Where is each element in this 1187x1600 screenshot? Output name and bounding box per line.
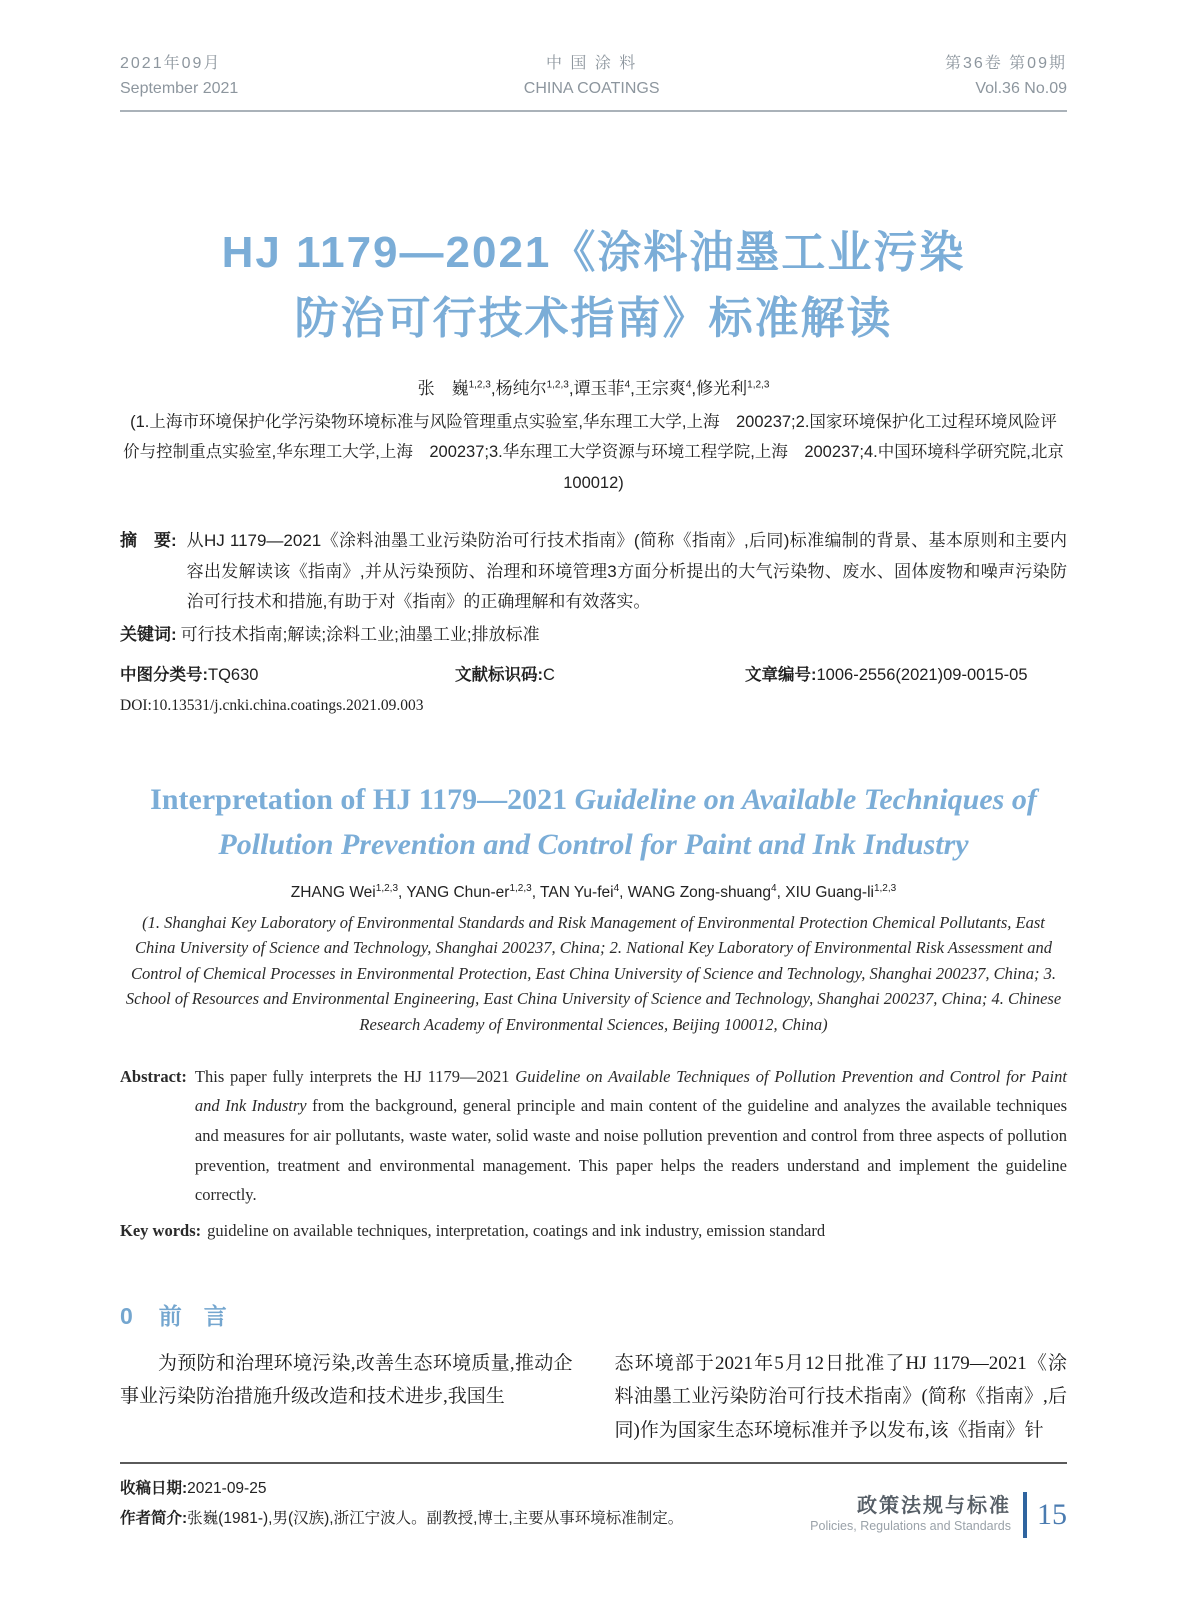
journal-title-en: CHINA COATINGS xyxy=(523,79,660,97)
author-affiliation-sup: 4 xyxy=(613,882,620,894)
keywords-en xyxy=(120,1216,1067,1246)
author-en: ZHANG Wei$^{1,2,3}$ , xyxy=(291,884,407,901)
section-number: 0 xyxy=(120,1302,133,1329)
article-title-en xyxy=(120,777,1067,868)
author-list-en xyxy=(120,884,1067,902)
abstract-cn-label: 摘 要: xyxy=(120,531,177,551)
keywords-cn-label: 关键词: xyxy=(120,624,177,644)
abstract-en xyxy=(120,1062,1067,1210)
journal-header xyxy=(120,0,1067,112)
body-paragraph: 为预防和治理环境污染,改善生态环境质量,推动企事业污染防治措施升级改造和技术进步,我国生 xyxy=(120,1352,573,1408)
received-date: 收稿日期:2021-09-25 xyxy=(120,1480,267,1498)
body-column-right xyxy=(615,1347,1068,1448)
footnote-divider xyxy=(120,1462,1067,1464)
header-issue-cn: 第36卷 第09期 xyxy=(944,55,1067,72)
abstract-cn-text: 从HJ 1179—2021《涂料油墨工业污染防治可行技术指南》(简称《指南》,后同)标准编制的背景、基本原则和主要内容出发解读该《指南》,并从污染预防、治理和环境管理3方面分析提出的大气污染物、废水、固体废物和噪声污染防治可行技术和措施,有助于对《指南》的正确理解和有效落实。 xyxy=(186,531,1067,612)
article-title-en-regular: Interpretation of HJ 1179—2021 xyxy=(150,782,575,816)
header-date xyxy=(120,52,238,102)
article-meta-row xyxy=(120,661,1067,685)
section-title: 前言 xyxy=(158,1302,249,1329)
affiliation-cn: (1.上海市环境保护化学污染物环境标准与风险管理重点实验室,华东理工大学,上海 200237;2.国家环境保护化工过程环境风险评价与控制重点实验室,华东理工大学,上海 200237;3.华东理工大学资源与环境工程学院,上海 200237;4.中国环境科学研究院,北京 100012) xyxy=(123,412,1081,492)
header-date-cn: 2021年09月 xyxy=(120,55,222,72)
author-affiliation-sup: 1,2,3 xyxy=(873,882,897,894)
page-footer xyxy=(810,1492,1067,1538)
author-affiliation-sup: 1,2,3 xyxy=(747,378,770,390)
footer-section-cn: 政策法规与标准 xyxy=(857,1495,1011,1518)
keywords-en-text: guideline on available techniques, interpretation, coatings and ink industry, emission standard xyxy=(207,1220,826,1240)
author-affiliation-sup: 4 xyxy=(624,378,631,390)
author-affiliation-sup: 1,2,3 xyxy=(375,882,399,894)
article-title-cn-line1: HJ 1179—2021《涂料油墨工业污染 xyxy=(221,227,966,277)
body-columns xyxy=(120,1347,1067,1448)
footer-section-en: Policies, Regulations and Standards xyxy=(810,1519,1011,1534)
author-affiliation-sup: 1,2,3 xyxy=(546,378,569,390)
author-affiliation-sup: 1,2,3 xyxy=(509,882,532,894)
author-cn: 修光利$^{1,2,3}$ xyxy=(696,378,770,398)
keywords-en-label: Key words: xyxy=(120,1220,202,1240)
author-bio: 作者简介:张巍(1981-),男(汉族),浙江宁波人。副教授,博士,主要从事环境标准制定。 xyxy=(120,1509,684,1527)
document-code: 文献标识码:C xyxy=(455,665,555,684)
header-issue-en: Vol.36 No.09 xyxy=(975,79,1067,97)
keywords-cn xyxy=(120,620,1067,651)
author-cn: 王宗爽$^4$ , xyxy=(635,379,696,398)
body-column-left xyxy=(120,1347,573,1448)
article-id: 文章编号:1006-2556(2021)09-0015-05 xyxy=(745,665,1028,684)
author-list-cn xyxy=(120,374,1067,399)
article-title-en-italic: Guideline on Available Techniques of Pollution Prevention and Control for Paint and Ink Industry xyxy=(218,782,1037,862)
author-en: WANG Zong-shuang$^4$ , xyxy=(628,884,785,901)
footer-section-name xyxy=(810,1494,1011,1536)
author-en: YANG Chun-er$^{1,2,3}$ , xyxy=(406,884,540,901)
author-cn: 杨纯尔$^{1,2,3}$ , xyxy=(496,379,574,398)
clc-number: 中图分类号:TQ630 xyxy=(120,665,259,684)
abstract-en-label: Abstract: xyxy=(120,1066,187,1086)
affiliation-en: (1. Shanghai Key Laboratory of Environmental Standards and Risk Management of Environmental Protection Chemical Pollutants, East China University of Science and Technology, Shanghai 200237, China; 2. National Key Laboratory of Environmental Risk Assessment and Control of Chemical Processes in Environmental Protection, East China University of Science and Technology, Shanghai 200237, China; 3. School of Resources and Environmental Engineering, East China University of Science and Technology, Shanghai 200237, China; 4. Chinese Research Academy of Environmental Sciences, Beijing 100012, China) xyxy=(125,912,1062,1034)
author-affiliation-sup: 4 xyxy=(771,882,777,894)
page-number: 15 xyxy=(1037,1498,1067,1531)
article-title-cn xyxy=(120,220,1067,352)
abstract-en-text: This paper fully interprets the HJ 1179—2021 Guideline on Available Techniques of Pollution Prevention and Control for Paint and Ink Industry from the background, general principle and main content of the guideline and analyzes the available techniques and measures for air pollutants, waste water, solid waste and noise pollution prevention and control from three aspects of pollution prevention, treatment and environmental management. This paper helps the readers understand and implement the guideline correctly. xyxy=(194,1066,1067,1205)
author-en: XIU Guang-li$^{1,2,3}$ xyxy=(785,882,897,901)
header-journal xyxy=(524,52,660,102)
keywords-cn-text: 可行技术指南;解读;涂料工业;油墨工业;排放标准 xyxy=(180,624,540,644)
section-heading-0 xyxy=(120,1298,1067,1331)
footer-accent-bar xyxy=(1023,1492,1027,1538)
body-paragraph: 态环境部于2021年5月12日批准了HJ 1179—2021《涂料油墨工业污染防治可行技术指南》(简称《指南》,后同)作为国家生态环境标准并予以发布,该《指南》针 xyxy=(614,1352,1067,1442)
author-cn: 谭玉菲$^4$ , xyxy=(574,379,635,398)
article-title-cn-line2: 防治可行技术指南》标准解读 xyxy=(294,293,893,343)
author-cn: 张 巍$^{1,2,3}$ , xyxy=(418,379,496,398)
journal-title-cn: 中 国 涂 料 xyxy=(545,55,638,72)
doi: DOI:10.13531/j.cnki.china.coatings.2021.09.003 xyxy=(120,696,424,714)
header-issue xyxy=(945,52,1067,102)
author-affiliation-sup: 4 xyxy=(685,378,692,390)
author-affiliation-sup: 1,2,3 xyxy=(468,378,491,390)
author-en: TAN Yu-fei$^4$ , xyxy=(540,884,628,901)
header-date-en: September 2021 xyxy=(120,79,239,97)
abstract-cn xyxy=(120,526,1067,618)
